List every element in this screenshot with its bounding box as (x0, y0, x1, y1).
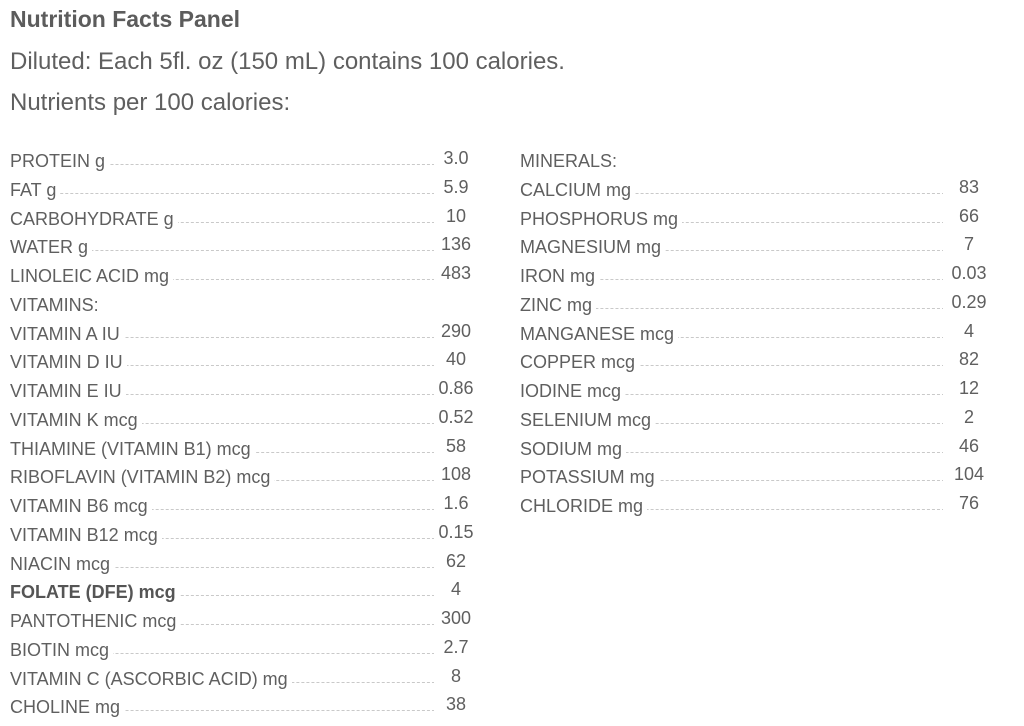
nutrient-list-left (10, 147, 480, 722)
nutrient-value: 10 (434, 202, 476, 231)
nutrient-value: 0.52 (434, 403, 476, 432)
section-heading-label: VITAMINS: (10, 291, 103, 320)
nutrient-label: VITAMIN B12 mcg (10, 521, 162, 550)
nutrient-label: SODIUM mg (520, 435, 626, 464)
nutrient-label: SELENIUM mcg (520, 406, 655, 435)
nutrient-label: RIBOFLAVIN (VITAMIN B2) mcg (10, 463, 274, 492)
nutrient-row (10, 205, 480, 234)
nutrient-label: VITAMIN K mcg (10, 406, 142, 435)
nutrient-value: 136 (434, 230, 476, 259)
nutrient-label: VITAMIN A IU (10, 320, 124, 349)
nutrient-label: WATER g (10, 233, 92, 262)
leader-dots (10, 193, 440, 194)
nutrient-value: 76 (943, 489, 993, 518)
nutrient-row (10, 550, 480, 579)
nutrient-label: COPPER mcg (520, 348, 639, 377)
nutrient-label: PROTEIN g (10, 147, 109, 176)
nutrient-label: ZINC mg (520, 291, 596, 320)
nutrient-value: 46 (943, 432, 993, 461)
nutrient-value: 0.03 (943, 259, 993, 288)
nutrient-row (520, 492, 995, 521)
nutrient-label: CARBOHYDRATE g (10, 205, 178, 234)
nutrient-value: 8 (434, 662, 476, 691)
nutrient-value: 38 (434, 690, 476, 719)
nutrient-value: 2 (943, 403, 993, 432)
nutrient-row (10, 435, 480, 464)
nutrient-value: 4 (943, 317, 993, 346)
nutrient-label: PANTOTHENIC mcg (10, 607, 180, 636)
nutrient-row (10, 492, 480, 521)
serving-description: Diluted: Each 5fl. oz (150 mL) contains 100 calories. (10, 48, 565, 75)
nutrient-row (520, 233, 995, 262)
nutrient-label: IODINE mcg (520, 377, 625, 406)
section-heading-vitamins (10, 291, 480, 320)
nutrient-label: BIOTIN mcg (10, 636, 113, 665)
nutrient-value: 5.9 (434, 173, 476, 202)
nutrient-row (10, 262, 480, 291)
nutrient-label: VITAMIN B6 mcg (10, 492, 152, 521)
nutrient-row (10, 377, 480, 406)
nutrient-row (10, 320, 480, 349)
nutrient-value: 0.15 (434, 518, 476, 547)
nutrient-label: CHOLINE mg (10, 693, 124, 722)
nutrient-row (10, 176, 480, 205)
nutrient-row (10, 693, 480, 722)
nutrient-row (10, 665, 480, 694)
nutrient-row (520, 435, 995, 464)
nutrient-row (520, 262, 995, 291)
nutrient-row (10, 406, 480, 435)
nutrient-value: 12 (943, 374, 993, 403)
nutrient-label: CALCIUM mg (520, 176, 635, 205)
nutrient-row (10, 521, 480, 550)
nutrient-label: POTASSIUM mg (520, 463, 659, 492)
nutrient-row (520, 377, 995, 406)
nutrient-value: 104 (943, 460, 993, 489)
panel-title: Nutrition Facts Panel (10, 6, 241, 32)
nutrient-label: IRON mg (520, 262, 599, 291)
nutrient-row (10, 463, 480, 492)
nutrient-label: VITAMIN D IU (10, 348, 127, 377)
nutrient-row (10, 233, 480, 262)
nutrient-value: 58 (434, 432, 476, 461)
nutrient-row (10, 348, 480, 377)
nutrient-value: 1.6 (434, 489, 476, 518)
nutrient-value: 290 (434, 317, 476, 346)
nutrient-value: 83 (943, 173, 993, 202)
nutrient-label: MANGANESE mcg (520, 320, 678, 349)
nutrient-value: 7 (943, 230, 993, 259)
nutrient-row (520, 291, 995, 320)
nutrient-value: 2.7 (434, 633, 476, 662)
nutrient-row (10, 607, 480, 636)
nutrient-value: 108 (434, 460, 476, 489)
nutrient-row (520, 176, 995, 205)
nutrient-row (10, 636, 480, 665)
nutrient-row (520, 320, 995, 349)
nutrient-row (520, 205, 995, 234)
nutrient-label: LINOLEIC ACID mg (10, 262, 173, 291)
nutrient-value: 0.29 (943, 288, 993, 317)
nutrient-value: 483 (434, 259, 476, 288)
nutrient-label: FOLATE (DFE) mcg (10, 578, 180, 607)
nutrient-label: THIAMINE (VITAMIN B1) mcg (10, 435, 255, 464)
nutrient-value: 66 (943, 202, 993, 231)
nutrient-label: FAT g (10, 176, 60, 205)
section-heading-label: MINERALS: (520, 147, 621, 176)
nutrient-row (10, 578, 480, 607)
section-heading-minerals (520, 147, 995, 176)
nutrient-value: 300 (434, 604, 476, 633)
nutrient-list-right (520, 147, 995, 521)
nutrient-value: 0.86 (434, 374, 476, 403)
nutrients-basis: Nutrients per 100 calories: (10, 89, 291, 116)
nutrient-value: 3.0 (434, 144, 476, 173)
nutrient-label: PHOSPHORUS mg (520, 205, 682, 234)
nutrient-value: 4 (434, 575, 476, 604)
nutrient-label: VITAMIN E IU (10, 377, 126, 406)
nutrient-value: 82 (943, 345, 993, 374)
nutrient-label: CHLORIDE mg (520, 492, 647, 521)
nutrient-value: 40 (434, 345, 476, 374)
nutrient-row (10, 147, 480, 176)
nutrient-row (520, 463, 995, 492)
nutrient-row (520, 406, 995, 435)
nutrient-label: NIACIN mcg (10, 550, 114, 579)
nutrient-label: MAGNESIUM mg (520, 233, 665, 262)
nutrient-label: VITAMIN C (ASCORBIC ACID) mg (10, 665, 292, 694)
nutrient-value: 62 (434, 547, 476, 576)
nutrient-row (520, 348, 995, 377)
